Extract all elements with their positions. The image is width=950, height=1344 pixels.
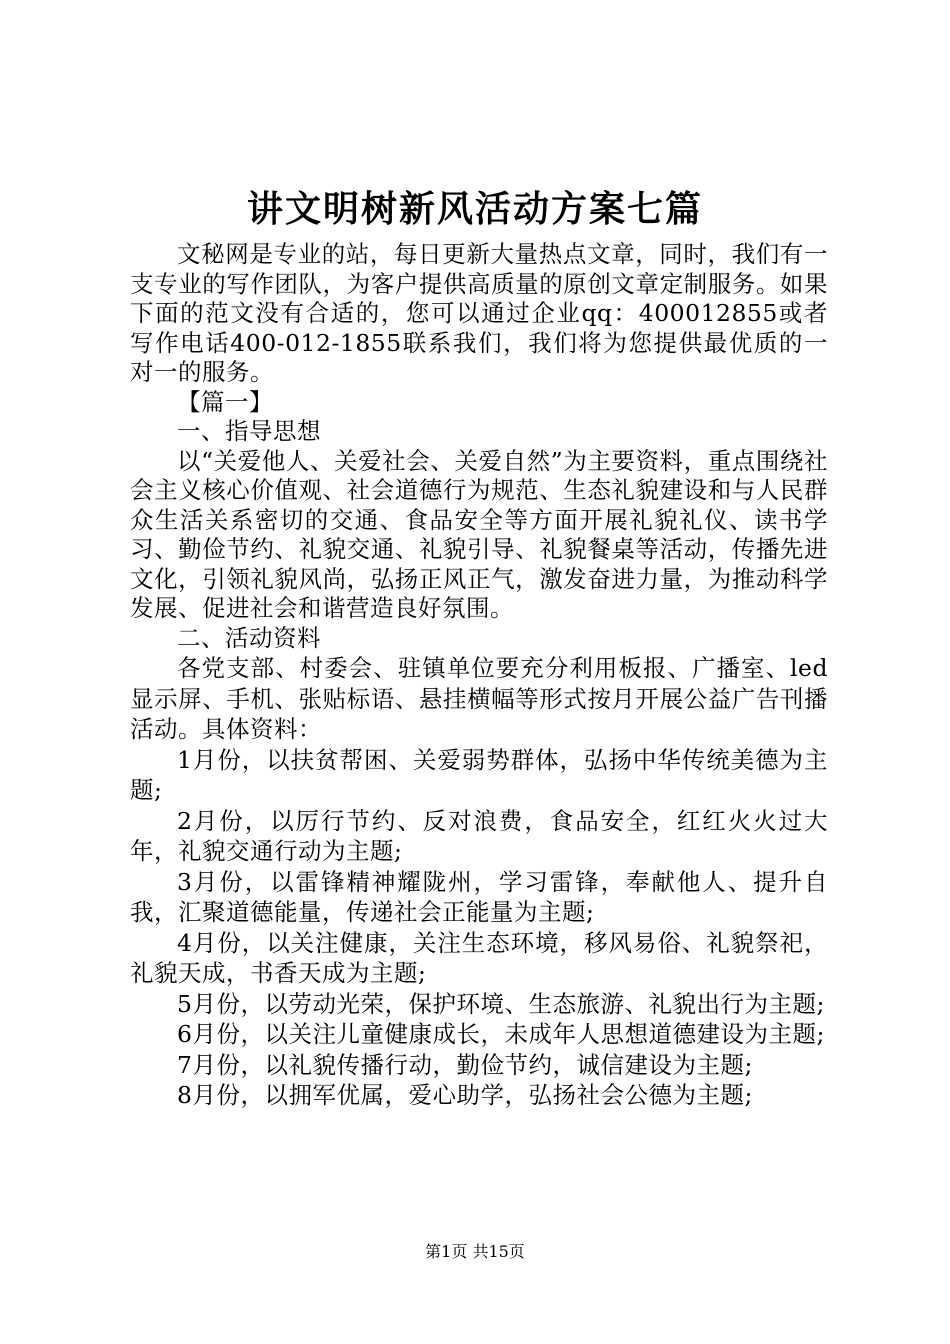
section-heading-part-one: 【篇一】 (177, 387, 273, 416)
month-item-april: 4月份，以关注健康，关注生态环境，移风易俗、礼貌祭祀，礼貌天成，书香天成为主题; (130, 928, 828, 987)
page-footer: 第1页 共15页 (425, 1242, 525, 1261)
month-item-february: 2月份，以厉行节约、反对浪费，食品安全，红红火火过大年，礼貌交通行动为主题; (130, 806, 828, 865)
month-item-march: 3月份，以雷锋精神耀陇州，学习雷锋，奉献他人、提升自我，汇聚道德能量，传递社会正能量为主题; (130, 867, 828, 926)
document-body (130, 240, 828, 1111)
month-item-july: 7月份，以礼貌传播行动，勤俭节约，诚信建设为主题; (177, 1050, 753, 1079)
month-item-january: 1月份，以扶贫帮困、关爱弱势群体，弘扬中华传统美德为主题; (130, 745, 828, 804)
activity-content-paragraph: 各党支部、村委会、驻镇单位要充分利用板报、广播室、led显示屏、手机、张贴标语、悬挂横幅等形式按月开展公益广告刊播活动。具体资料： (130, 654, 828, 743)
month-item-may: 5月份，以劳动光荣，保护环境、生态旅游、礼貌出行为主题; (177, 989, 825, 1018)
heading-guiding-ideology: 一、指导思想 (177, 417, 321, 445)
month-item-june: 6月份，以关注儿童健康成长，未成年人思想道德建设为主题; (177, 1020, 825, 1048)
document-title: 讲文明树新风活动方案七篇 (246, 188, 703, 230)
intro-paragraph: 文秘网是专业的站，每日更新大量热点文章，同时，我们有一支专业的写作团队，为客户提供高质量的原创文章定制服务。如果下面的范文没有合适的，您可以通过企业qq：400012855或者写作电话400-012-1855联系我们，我们将为您提供最优质的一对一的服务。 (130, 240, 828, 386)
guiding-ideology-paragraph: 以“关爱他人、关爱社会、关爱自然”为主要资料，重点围绕社会主义核心价值观、社会道德行为规范、生态礼貌建设和与人民群众生活关系密切的交通、食品安全等方面开展礼貌礼仪、读书学习、勤俭节约、礼貌交通、礼貌引导、礼貌餐桌等活动，传播先进文化，引领礼貌风尚，弘扬正风正气，激发奋进力量，为推动科学发展、促进社会和谐营造良好氛围。 (130, 446, 828, 622)
month-item-august: 8月份，以拥军优属，爱心助学，弘扬社会公德为主题; (177, 1081, 753, 1109)
heading-activity-content: 二、活动资料 (177, 623, 321, 652)
